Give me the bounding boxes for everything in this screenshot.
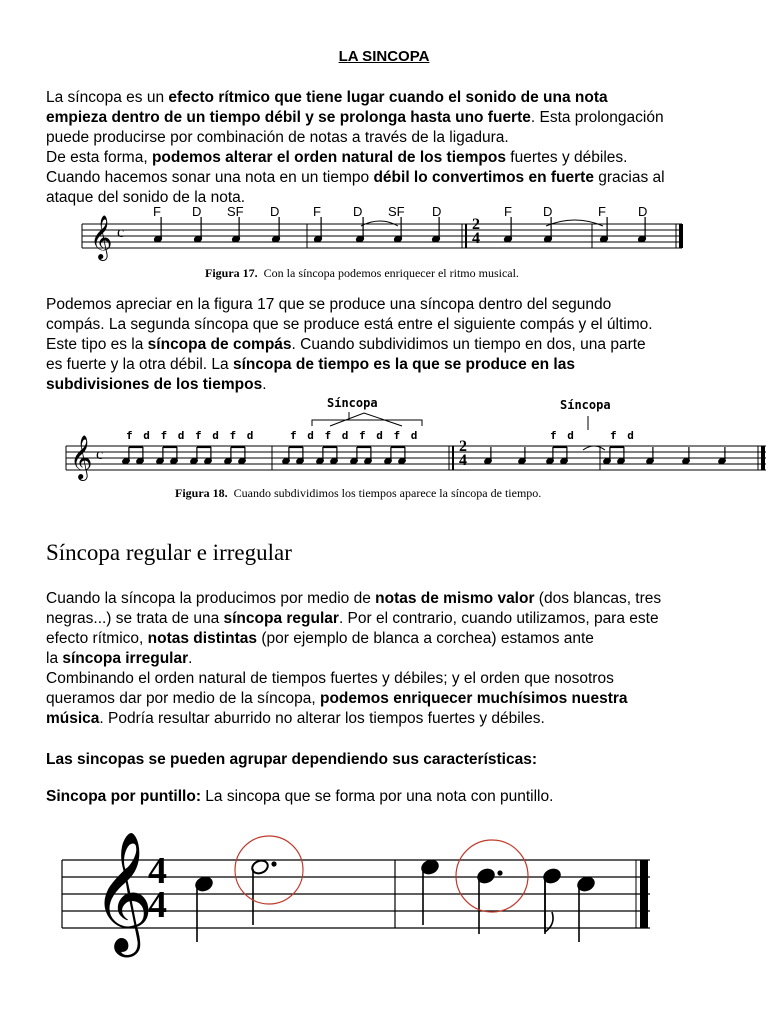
beat-label: F bbox=[313, 204, 321, 219]
eighth-flag bbox=[545, 878, 553, 932]
figure-17-caption: Figura 17. Con la síncopa podemos enriquecer el ritmo musical. bbox=[205, 266, 519, 280]
sincopa-label: Síncopa bbox=[560, 398, 611, 412]
figure-18-caption: Figura 18. Cuando subdividimos los tiempos aparece la síncopa de tiempo. bbox=[175, 486, 542, 500]
augmentation-dot bbox=[271, 861, 276, 866]
beat-label: F bbox=[598, 204, 606, 219]
notes-17 bbox=[0, 202, 768, 272]
beat-label: D bbox=[270, 204, 280, 219]
treble-clef-icon: 𝄞 bbox=[70, 435, 93, 479]
time-signature-bottom: 4 bbox=[148, 884, 167, 926]
beat-label: F bbox=[504, 204, 512, 219]
augmentation-dot bbox=[497, 870, 502, 875]
time-signature-bottom: 4 bbox=[472, 230, 480, 247]
beat-label: D bbox=[638, 204, 648, 219]
time-signature-top: 4 bbox=[148, 850, 167, 892]
beat-label: F bbox=[153, 204, 161, 219]
time-signature-top: 2 bbox=[459, 438, 467, 455]
treble-clef-icon: 𝄞 bbox=[92, 830, 154, 952]
beat-label: D bbox=[432, 204, 442, 219]
figure-18 bbox=[0, 394, 768, 494]
intro-paragraph: La síncopa es un efecto rítmico que tiene lugar cuando el sonido de una nota empieza dentro de un tiempo débil y se prolonga hasta uno fuerte. Esta prolongación puede producirse por combinación de notas a través de la ligadura. De esta forma, podemos alterar el orden natural de los tiempos fuertes y débiles. Cuando hacemos sonar una nota en un tiempo débil lo convertimos en fuerte gracias al ataque del sonido de la nota. bbox=[46, 89, 665, 206]
page-title: LA SINCOPA bbox=[338, 48, 430, 65]
section-heading: Síncopa regular e irregular bbox=[46, 540, 292, 565]
beat-label: D bbox=[543, 204, 553, 219]
notes-puntillo bbox=[0, 820, 768, 960]
notes-18 bbox=[0, 394, 768, 494]
fd-labels: f d f d f d f d bbox=[126, 429, 254, 442]
beat-label: SF bbox=[388, 204, 405, 219]
beat-label: D bbox=[192, 204, 202, 219]
paragraph-2: Podemos apreciar en la figura 17 que se produce una síncopa dentro del segundo compás. La segunda síncopa que se produce está entre el siguiente compás y el último. Este tipo es la síncopa de compás. Cuando subdividimos un tiempo en dos, una parte es fuerte y la otra débil. La síncopa de tiempo es la que se produce en las subdivisiones de los tiempos. bbox=[46, 296, 653, 393]
treble-clef-icon: 𝄞 bbox=[90, 215, 113, 259]
group-heading: Las sincopas se pueden agrupar dependiendo sus características: bbox=[46, 751, 538, 768]
time-signature: c bbox=[117, 224, 125, 241]
figure-puntillo bbox=[0, 820, 768, 960]
time-signature-bottom: 4 bbox=[459, 452, 467, 469]
beat-label: SF bbox=[227, 204, 244, 219]
fd-labels: f d f d f d f d bbox=[290, 429, 418, 442]
time-signature: c bbox=[96, 446, 104, 463]
puntillo-line: Sincopa por puntillo: La sincopa que se forma por una nota con puntillo. bbox=[46, 788, 554, 805]
beat-label: D bbox=[353, 204, 363, 219]
sincopa-label: Síncopa bbox=[327, 396, 378, 410]
fd-labels: f d bbox=[550, 429, 574, 442]
highlight-circle bbox=[235, 836, 303, 904]
time-signature-top: 2 bbox=[472, 216, 480, 233]
figure-17 bbox=[0, 202, 768, 272]
fd-labels: f d bbox=[610, 429, 634, 442]
section-2-paragraph: Cuando la síncopa la producimos por medio de notas de mismo valor (dos blancas, tres negras...) se trata de una síncopa regular. Por el contrario, cuando utilizamos, para este efecto rítmico, notas distintas (por ejemplo de blanca a corchea) estamos ante la síncopa irregular. Combinando el orden natural de tiempos fuertes y débiles; y el orden que nosotros queramos dar por medio de la síncopa, podemos enriquecer muchísimos nuestra música. Podría resultar aburrido no alterar los tiempos fuertes y débiles. bbox=[46, 590, 662, 727]
